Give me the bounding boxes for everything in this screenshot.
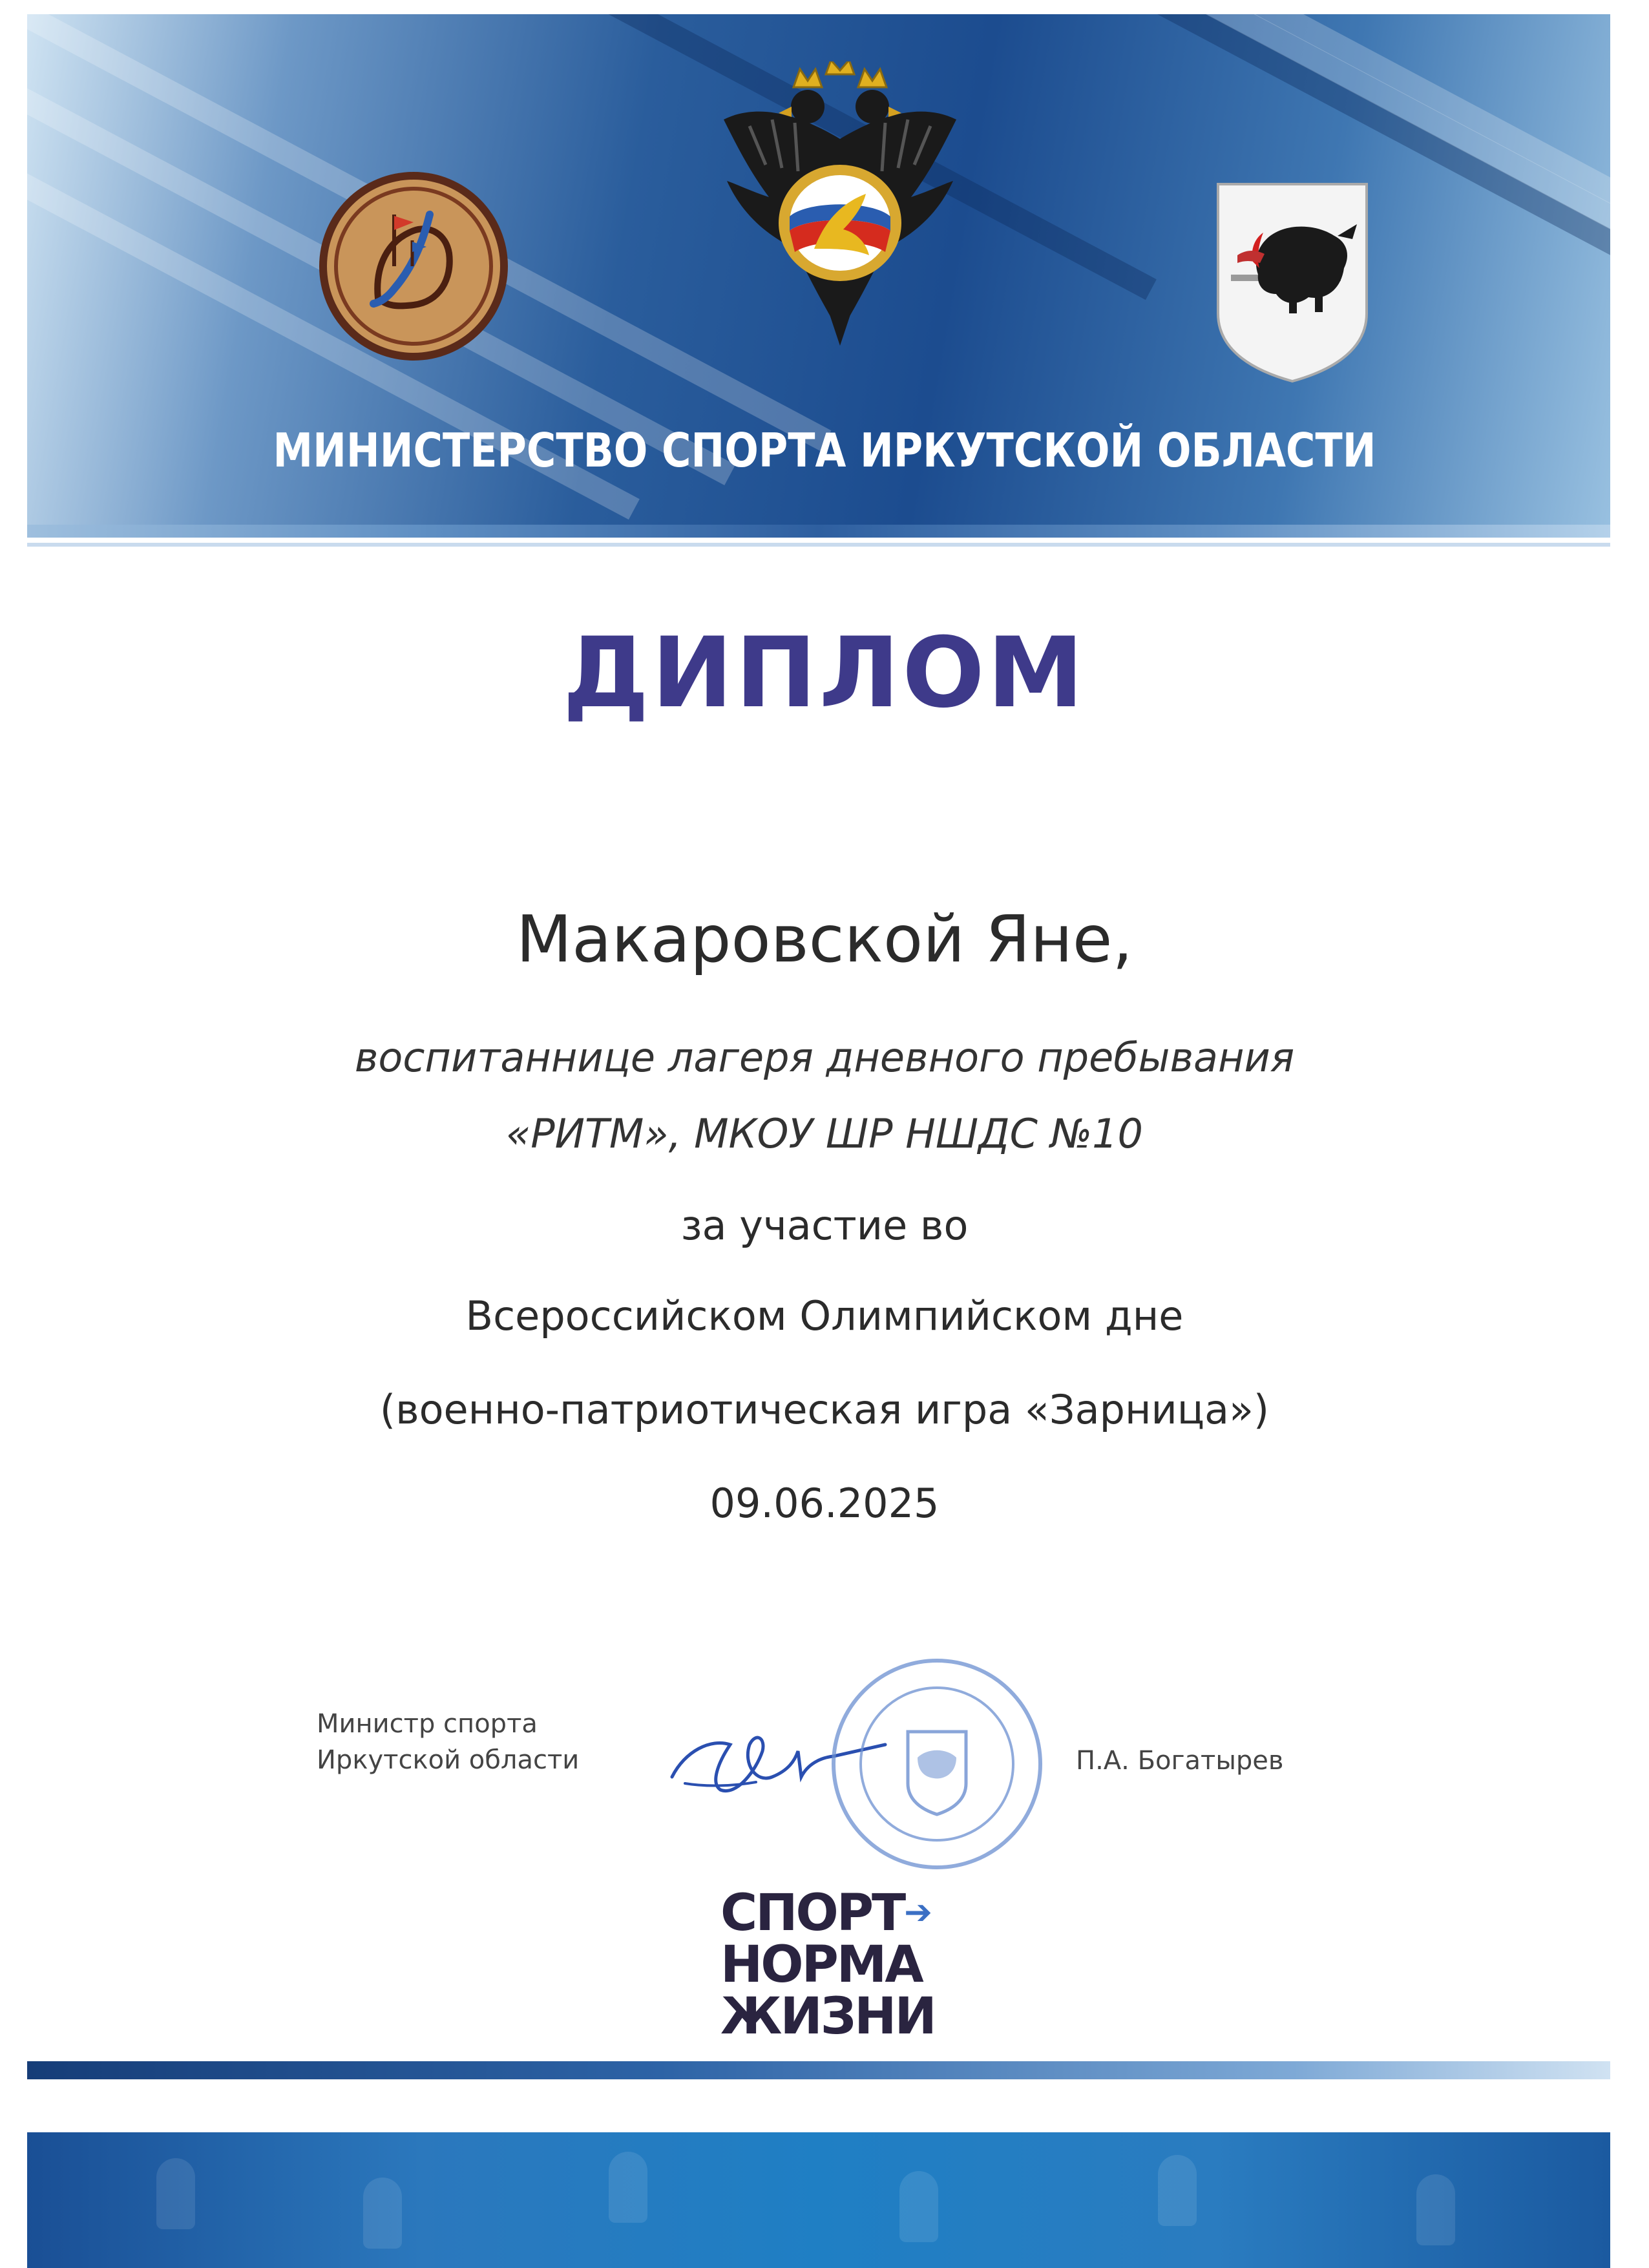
slogan-line-3: ЖИЗНИ: [720, 1988, 935, 2046]
signatory-position-line-2: Иркутской области: [317, 1745, 580, 1775]
ministry-title: МИНИСТЕРСТВО СПОРТА ИРКУТСКОЙ ОБЛАСТИ: [273, 423, 1376, 478]
athlete-silhouette-icon: [1416, 2174, 1455, 2245]
event-name: Всероссийском Олимпийском дне: [465, 1292, 1184, 1339]
header-divider-thin: [27, 543, 1610, 547]
signatory-name: П.А. Богатырев: [1076, 1746, 1284, 1776]
slogan-line-2: НОРМА: [720, 1936, 922, 1994]
official-stamp-icon: [827, 1654, 1047, 1874]
sport-norm-of-life-logo: [720, 1884, 940, 2046]
athlete-silhouette-icon: [1158, 2155, 1197, 2226]
athlete-silhouette-icon: [899, 2171, 938, 2242]
athlete-silhouette-icon: [609, 2152, 647, 2223]
signatory-position: [317, 1706, 579, 1778]
event-detail: (военно-патриотическая игра «Зарница»): [379, 1386, 1270, 1433]
athlete-silhouette-icon: [156, 2158, 195, 2229]
ministry-eagle-emblem-icon: [711, 61, 969, 372]
slogan-line-1: СПОРТ: [720, 1884, 905, 1942]
regional-sport-logo-icon: [317, 169, 510, 363]
signatory-position-line-1: Министр спорта: [317, 1709, 538, 1739]
event-date: 09.06.2025: [709, 1480, 940, 1527]
footer-banner: [27, 2132, 1610, 2268]
description-line-2: «РИТМ», МКОУ ШР НШДС №10: [505, 1110, 1143, 1157]
athlete-silhouette-icon: [363, 2178, 402, 2249]
reason-line: за участие во: [680, 1202, 969, 1249]
arrow-right-icon: ➔: [904, 1893, 932, 1932]
recipient-name: Макаровской Яне,: [516, 901, 1133, 977]
irkutsk-coat-of-arms-icon: [1212, 178, 1373, 384]
footer-divider: [27, 2061, 1610, 2079]
description-line-1: воспитаннице лагеря дневного пребывания: [354, 1034, 1295, 1081]
document-title: ДИПЛОМ: [562, 617, 1087, 730]
header-divider: [27, 525, 1610, 538]
